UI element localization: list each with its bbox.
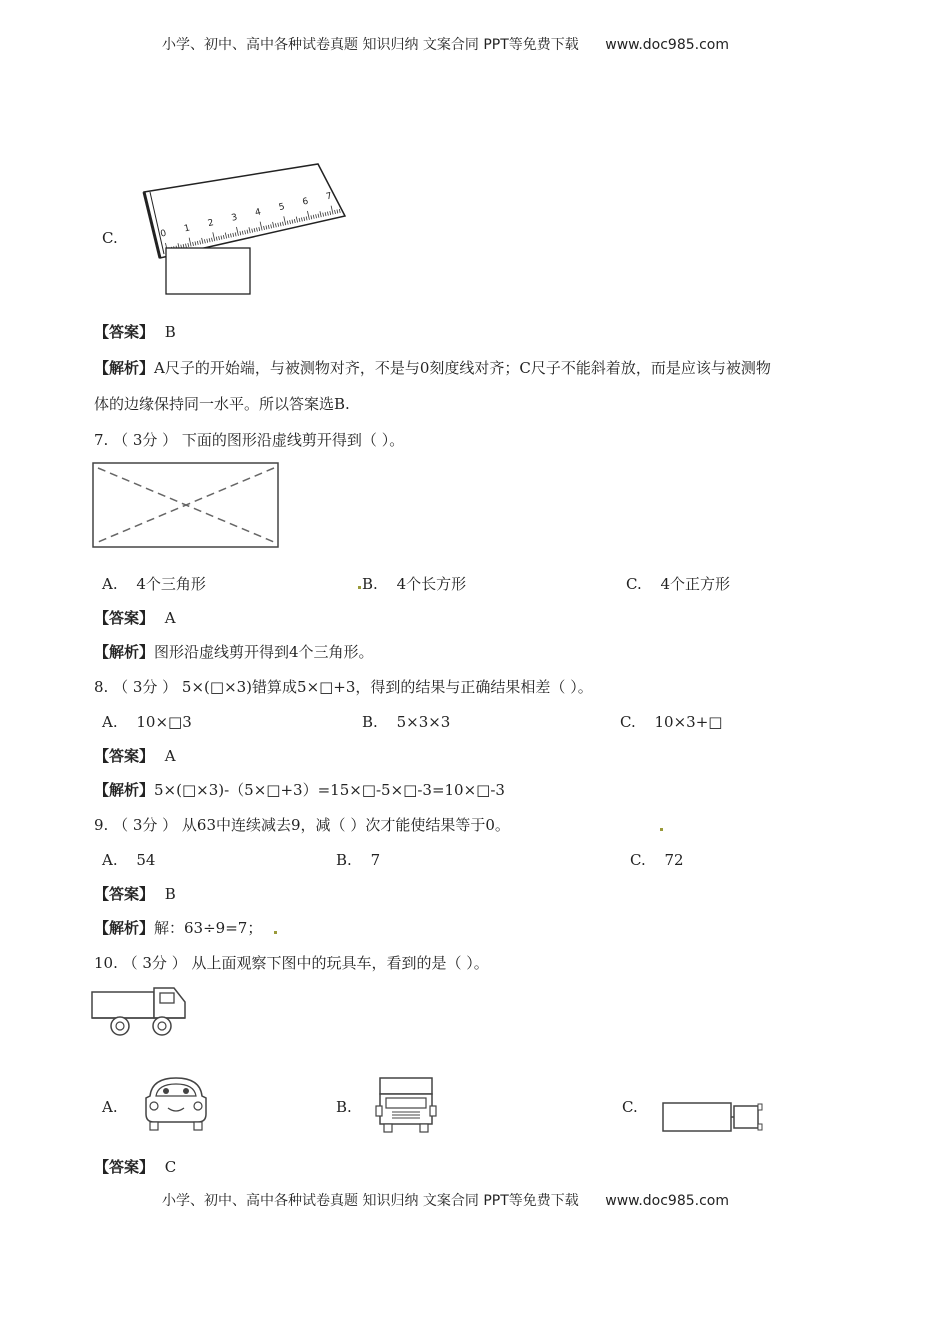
q10-answer bbox=[94, 1157, 176, 1177]
q7-answer bbox=[94, 608, 176, 628]
q7-stem: 7. （ 3分 ） 下面的图形沿虚线剪开得到（ ）。 bbox=[94, 431, 405, 449]
option-label: A. bbox=[102, 851, 118, 869]
option-text: 10×3+□ bbox=[654, 713, 723, 731]
q9-stem: 9. （ 3分 ） 从63中连续减去9，减（ ）次才能使结果等于0。 bbox=[94, 816, 510, 834]
analysis-text: 5×(□×3)-（5×□+3）=15×□-5×□-3=10×□-3 bbox=[154, 781, 505, 799]
q8-analysis bbox=[94, 780, 505, 800]
truck-top-view bbox=[660, 1100, 770, 1140]
q7-analysis bbox=[94, 642, 374, 662]
q6-analysis bbox=[94, 358, 771, 378]
q9-analysis bbox=[94, 918, 262, 938]
q6-answer bbox=[94, 322, 176, 342]
option-text: 10×□3 bbox=[136, 713, 192, 731]
option-label: C. bbox=[630, 851, 646, 869]
q9-answer bbox=[94, 884, 176, 904]
option-text: 4个三角形 bbox=[136, 575, 206, 593]
ruler-tick-label: 6 bbox=[301, 196, 310, 208]
analysis-text: 图形沿虚线剪开得到4个三角形。 bbox=[154, 643, 374, 661]
ruler-body bbox=[144, 164, 345, 258]
ruler-tick-label: 4 bbox=[254, 207, 263, 219]
q9-option-c[interactable] bbox=[630, 850, 684, 870]
q8-option-a[interactable] bbox=[102, 712, 192, 732]
answer-label: 【答案】 bbox=[94, 323, 155, 341]
answer-value: A bbox=[164, 747, 176, 765]
option-label: A. bbox=[102, 713, 118, 731]
q10-stem: 10. （ 3分 ） 从上面观察下图中的玩具车，看到的是（ ）。 bbox=[94, 954, 489, 972]
answer-label: 【答案】 bbox=[94, 1158, 155, 1176]
answer-label: 【答案】 bbox=[94, 747, 155, 765]
analysis-label: 【解析】 bbox=[94, 781, 155, 799]
stray-dot bbox=[274, 931, 277, 934]
option-label: A. bbox=[102, 575, 118, 593]
ruler-tick-label: 3 bbox=[230, 212, 239, 224]
option-label: B. bbox=[362, 575, 378, 593]
answer-value: B bbox=[164, 323, 176, 341]
option-text: 72 bbox=[664, 851, 684, 869]
header-url[interactable]: www.doc985.com bbox=[605, 37, 729, 53]
header-text: 小学、初中、高中各种试卷真题 知识归纳 文案合同 PPT等免费下载 bbox=[162, 37, 579, 53]
page-header bbox=[162, 34, 729, 54]
q10-option-b-label[interactable]: B. bbox=[336, 1098, 352, 1116]
option-text: 4个正方形 bbox=[660, 575, 731, 593]
analysis-label: 【解析】 bbox=[94, 359, 155, 377]
option-text: 4个长方形 bbox=[396, 575, 467, 593]
analysis-label: 【解析】 bbox=[94, 919, 155, 937]
option-label: B. bbox=[336, 851, 352, 869]
q7-option-a[interactable] bbox=[102, 574, 206, 594]
q6-analysis-line2: 体的边缘保持同一水平。所以答案选B. bbox=[94, 395, 350, 413]
ruler-tick-label: 5 bbox=[277, 202, 286, 214]
analysis-label: 【解析】 bbox=[94, 643, 155, 661]
ruler-tick-label: 1 bbox=[183, 223, 192, 235]
option-text: 7 bbox=[370, 851, 381, 869]
ruler-tick-label: 0 bbox=[159, 228, 168, 240]
page-footer bbox=[162, 1190, 729, 1210]
answer-value: C bbox=[164, 1158, 177, 1176]
analysis-text: A尺子的开始端，与被测物对齐，不是与0刻度线对齐；C尺子不能斜着放，而是应该与被测物 bbox=[154, 359, 771, 377]
option-label: B. bbox=[362, 713, 378, 731]
q7-option-b[interactable] bbox=[362, 574, 466, 594]
stray-dot bbox=[358, 586, 361, 589]
answer-label: 【答案】 bbox=[94, 609, 155, 627]
q8-option-b[interactable] bbox=[362, 712, 450, 732]
q8-answer bbox=[94, 746, 176, 766]
q7-dashed-rectangle bbox=[92, 462, 282, 552]
answer-label: 【答案】 bbox=[94, 885, 155, 903]
truck-front-view bbox=[374, 1076, 444, 1136]
footer-url[interactable]: www.doc985.com bbox=[605, 1193, 729, 1209]
answer-value: A bbox=[164, 609, 176, 627]
q6-option-c-label: C. bbox=[102, 229, 118, 247]
truck-side-view bbox=[90, 984, 190, 1044]
option-text: 5×3×3 bbox=[396, 713, 451, 731]
option-label: C. bbox=[626, 575, 642, 593]
analysis-text: 解：63÷9=7； bbox=[154, 919, 263, 937]
option-text: 54 bbox=[136, 851, 156, 869]
answer-value: B bbox=[164, 885, 176, 903]
q10-option-a-label[interactable]: A. bbox=[102, 1098, 118, 1116]
ruler-figure bbox=[140, 160, 350, 300]
q10-option-c-label[interactable]: C. bbox=[622, 1098, 638, 1116]
measured-rectangle bbox=[166, 248, 250, 294]
q8-stem: 8. （ 3分 ） 5×(□×3)错算成5×□+3，得到的结果与正确结果相差（ ）。 bbox=[94, 678, 593, 696]
ruler-tick-label: 2 bbox=[206, 218, 215, 230]
q8-option-c[interactable] bbox=[620, 712, 722, 732]
car-front-view bbox=[136, 1074, 216, 1134]
q9-option-b[interactable] bbox=[336, 850, 380, 870]
stray-dot bbox=[660, 828, 663, 831]
ruler-tick-label: 7 bbox=[325, 191, 334, 203]
q9-option-a[interactable] bbox=[102, 850, 155, 870]
option-label: C. bbox=[620, 713, 636, 731]
q7-option-c[interactable] bbox=[626, 574, 730, 594]
footer-text: 小学、初中、高中各种试卷真题 知识归纳 文案合同 PPT等免费下载 bbox=[162, 1193, 579, 1209]
